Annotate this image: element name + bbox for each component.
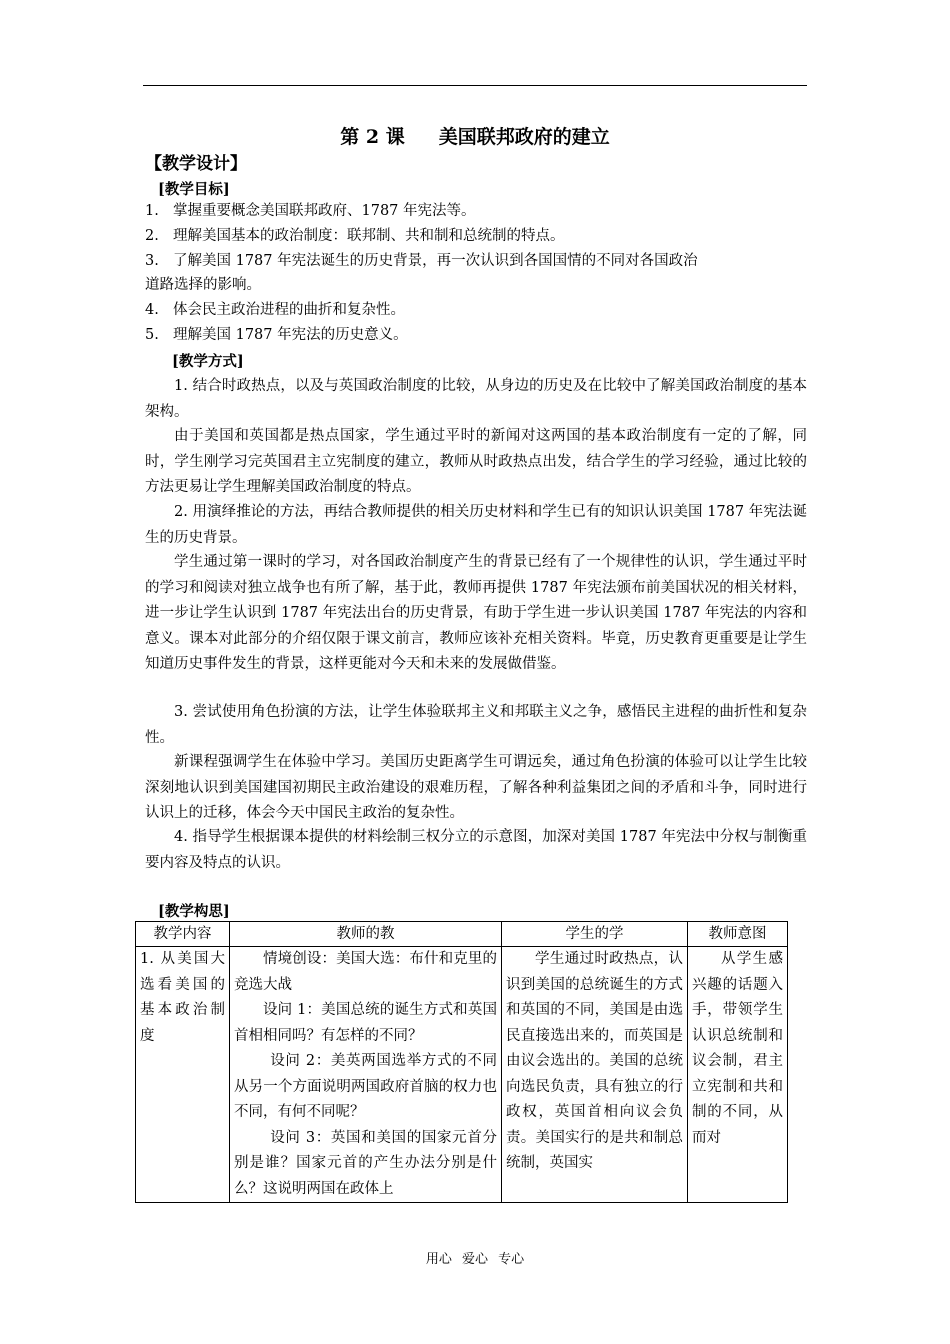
column-header: 学生的学 [502,922,688,947]
table-header-row [136,922,788,947]
section-heading: 【教学设计】 [145,154,247,174]
content-cell: 1. 从美国大选看美国的基本政治制度 [136,947,230,1203]
page-footer: 用心 爱心 专心 [425,1252,525,1267]
page-title [0,122,950,149]
objective-item: 4. 体会民主政治进程的曲折和复杂性。 [145,302,405,318]
lesson-number: 第 2 课 [340,126,405,148]
methods-heading: [教学方式] [172,353,244,370]
method-paragraph: 2. 用演绎推论的方法，再结合教师提供的相关历史材料和学生已有的知识认识美国 1787 年宪法诞生的历史背景。 [145,504,807,546]
objective-item: 2. 理解美国基本的政治制度：联邦制、共和制和总统制的特点。 [145,228,565,244]
objective-item: 3. 了解美国 1787 年宪法诞生的历史背景，再一次认识到各国国情的不同对各国政治 [145,253,698,269]
header-rule [143,85,807,86]
objective-item: 1. 掌握重要概念美国联邦政府、1787 年宪法等。 [145,203,476,219]
table-row [136,947,788,1203]
method-paragraph: 1. 结合时政热点，以及与英国政治制度的比较，从身边的历史及在比较中了解美国政治制度的基本架构。 [145,378,807,420]
column-header: 教学内容 [136,922,230,947]
column-header: 教师的教 [230,922,502,947]
method-paragraph: 3. 尝试使用角色扮演的方法，让学生体验联邦主义和邦联主义之争，感悟民主进程的曲折性和复杂性。 [145,704,807,746]
objective-item-continuation: 道路选择的影响。 [145,277,261,293]
method-paragraph: 新课程强调学生在体验中学习。美国历史距离学生可谓远矣，通过角色扮演的体验可以让学生比较深刻地认识到美国建国初期民主政治建设的艰难历程，了解各种利益集团之间的矛盾和斗争，同时进行认识上的迁移，体会今天中国民主政治的复杂性。 [145,754,807,821]
method-paragraph: 4. 指导学生根据课本提供的材料绘制三权分立的示意图，加深对美国 1787 年宪法中分权与制衡重要内容及特点的认识。 [145,829,807,871]
lesson-name: 美国联邦政府的建立 [438,126,610,148]
method-paragraph: 由于美国和英国都是热点国家，学生通过平时的新闻对这两国的基本政治制度有一定的了解，同时，学生刚学习完英国君主立宪制度的建立，教师从时政热点出发，结合学生的学习经验，通过比较的方法更易让学生理解美国政治制度的特点。 [145,428,807,495]
intent-cell: 从学生感兴趣的话题入手，带领学生认识总统制和议会制，君主立宪制和共和制的不同，从而对 [688,947,788,1203]
column-header: 教师意图 [688,922,788,947]
objectives-heading: [教学目标] [158,181,230,198]
method-paragraph: 学生通过第一课时的学习，对各国政治制度产生的背景已经有了一个规律性的认识，学生通过平时的学习和阅读对独立战争也有所了解，基于此，教师再提供 1787 年宪法颁布前美国状况的相关材料，进一步让学生认识到 1787 年宪法出台的历史背景，有助于学生进一步认识美国 1787 年宪法的内容和意义。课本对此部分的介绍仅限于课文前言，教师应该补充相关资料。毕竟，历史教育更重要是让学生知道历史事件发生的背景，这样更能对今天和未来的发展做借鉴。 [145,554,807,672]
design-heading: [教学构思] [158,903,230,920]
teacher-cell: 情境创设：美国大选：布什和克里的竞选大战 设问 1：美国总统的诞生方式和英国首相相同吗？有怎样的不同？ 设问 2：美英两国选举方式的不同从另一个方面说明两国政府首脑的权力也不同，有何不同呢？ 设问 3：英国和美国的国家元首分别是谁？国家元首的产生办法分别是什么？这说明两国在政体上 [230,947,502,1203]
objective-item: 5. 理解美国 1787 年宪法的历史意义。 [145,327,408,343]
student-cell: 学生通过时政热点，认识到美国的总统诞生的方式和英国的不同，美国是由选民直接选出来的，而英国是由议会选出的。美国的总统向选民负责，具有独立的行政权，英国首相向议会负责。美国实行的是共和制总统制，英国实 [502,947,688,1203]
lesson-plan-table [135,921,788,1203]
